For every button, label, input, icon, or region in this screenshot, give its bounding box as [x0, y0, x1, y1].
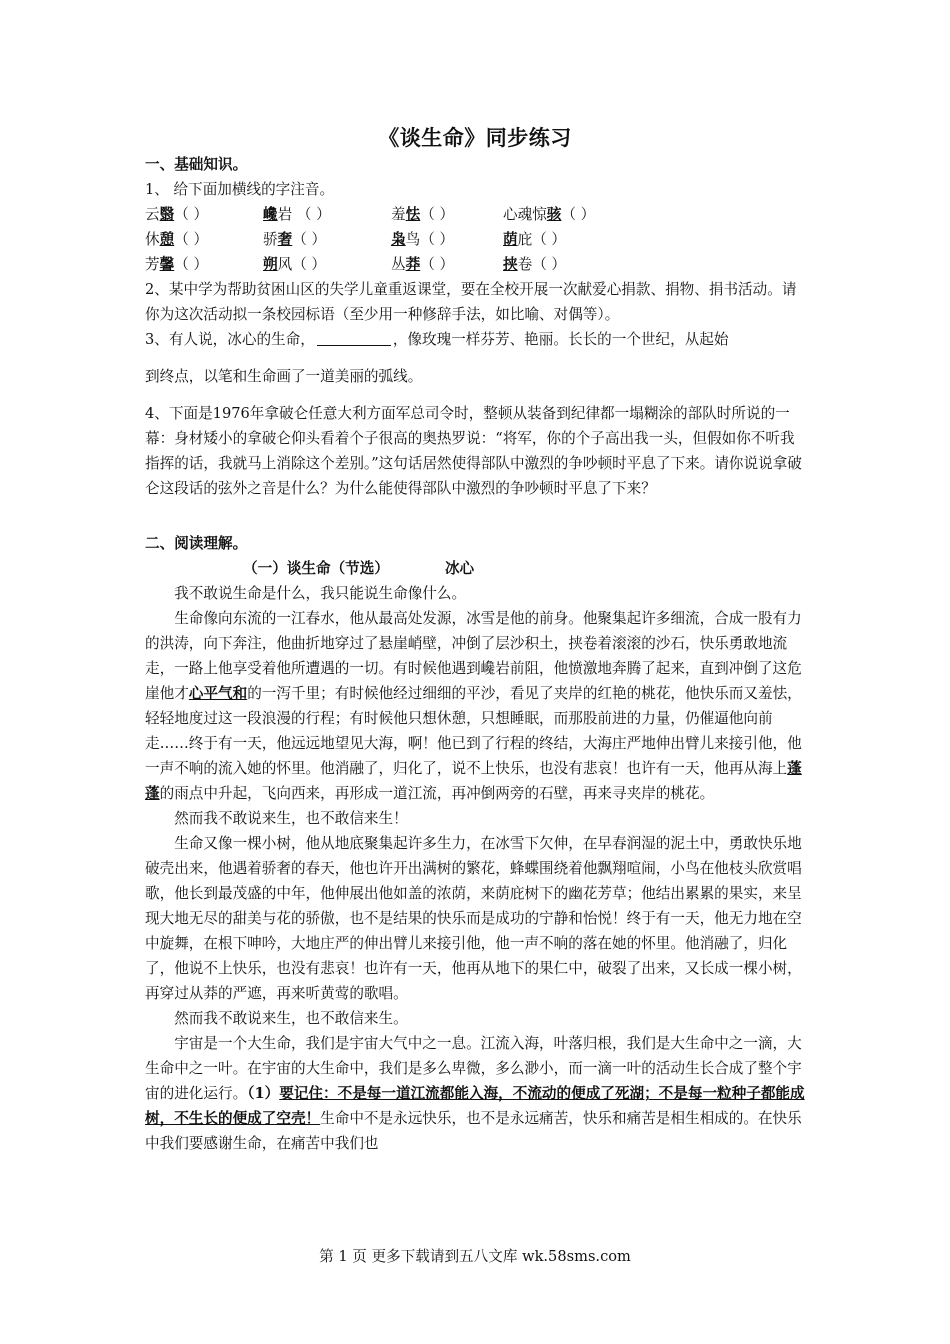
question-3-continued: 到终点，以笔和生命画了一道美丽的弧线。 [145, 368, 423, 385]
pinyin-item: 休憩（ ） [145, 231, 209, 248]
pinyin-item: 骄奢（ ） [263, 231, 327, 248]
page-footer: 第 1 页 更多下载请到五八文库 wk.58sms.com [319, 1248, 631, 1265]
pinyin-item: 羞怯（ ） [391, 206, 455, 223]
passage-paragraph: 然而我不敢说来生，也不敢信来生。 [174, 1010, 408, 1027]
passage-paragraph: 我不敢说生命是什么，我只能说生命像什么。 [174, 585, 467, 602]
pinyin-item: 枭鸟（ ） [391, 231, 455, 248]
passage-paragraph: 宇宙是一个大生命，我们是宇宙大气中之一息。江流入海，叶落归根，我们是大生命中之一滴，大生命中之一叶。在宇宙的大生命中，我们是多么卑微，多么渺小，而一滴一叶的活动生长合成了整个宇宙的进化运行。（1）要记住：不是每一道江流都能入海，不流动的便成了死湖；不是每一粒种子都能成树，不生长的便成了空壳！生命中不是永远快乐，也不是永远痛苦，快乐和痛苦是相生相成的。在快乐中我们要感谢生命，在痛苦中我们也 [145, 1035, 805, 1152]
pinyin-item: 云翳（ ） [145, 206, 209, 223]
pinyin-row-2 [145, 227, 807, 252]
section2-heading: 二、阅读理解。 [145, 535, 248, 552]
pinyin-row-3 [145, 252, 807, 277]
passage-paragraph: 然而我不敢说来生，也不敢信来生！ [174, 810, 408, 827]
pinyin-item: 芳馨（ ） [145, 256, 209, 273]
fill-in-blank[interactable] [317, 329, 391, 346]
passage-paragraph: 生命像向东流的一江春水，他从最高处发源，冰雪是他的前身。他聚集起许多细流，合成一股有力的洪涛，向下奔注，他曲折地穿过了悬崖峭壁，冲倒了层沙积土，挟卷着滚滚的沙石，快乐勇敢地流走，一路上他享受着他所遭遇的一切。有时候他遇到巉岩前阻，他愤激地奔腾了起来，直到冲倒了这危崖他才心平气和的一泻千里；有时候他经过细细的平沙，看见了夹岸的红艳的桃花，他快乐而又羞怯，轻轻地度过这一段浪漫的行程；有时候他只想休憩，只想睡眠，而那股前进的力量，仍催逼他向前走……终于有一天，他远远地望见大海，啊！他已到了行程的终结，大海庄严地伸出臂儿来接引他，他一声不响的流入她的怀里。他消融了，归化了，说不上快乐，也没有悲哀！也许有一天，他再从海上蓬蓬的雨点中升起，飞向西来，再形成一道江流，再冲倒两旁的石壁，再来寻夹岸的桃花。 [145, 610, 802, 802]
pinyin-row-1 [145, 202, 807, 227]
pinyin-item: 丛莽（ ） [391, 256, 455, 273]
page-title: 《谈生命》同步练习 [378, 125, 572, 150]
passage-subtitle: （一）谈生命（节选） 冰心 [243, 560, 475, 577]
document-body [145, 152, 807, 1156]
pinyin-item: 挟卷（ ） [503, 256, 567, 273]
question-2: 2、某中学为帮助贫困山区的失学儿童重返课堂，要在全校开展一次献爱心捐款、捐物、捐书活动。请你为这次活动拟一条校园标语（至少用一种修辞手法，如比喻、对偶等）。 [145, 281, 797, 323]
passage-paragraph: 生命又像一棵小树，他从地底聚集起许多生力，在冰雪下欠伸，在早春润湿的泥土中，勇敢快乐地破壳出来，他遇着骄奢的春天，他也许开出满树的繁花，蜂蝶围绕着他飘翔喧闹，小鸟在他枝头欣赏唱歌，他长到最茂盛的中年，他伸展出他如盖的浓荫，来荫庇树下的幽花芳草；他结出累累的果实，来呈现大地无尽的甜美与花的骄傲，也不是结果的快乐而是成功的宁静和怡悦！终于有一天，他无力地在空中旋舞，在根下呻吟，大地庄严的伸出臂儿来接引他，他一声不响的落在她的怀里。他消融了，归化了，他说不上快乐，也没有悲哀！也许有一天，他再从地下的果仁中，破裂了出来，又长成一棵小树，再穿过从莽的严遮，再来听黄莺的歌唱。 [145, 835, 802, 1002]
question-3: 3、有人说，冰心的生命， ，像玫瑰一样芬芳、艳丽。长长的一个世纪，从起始 [145, 331, 729, 348]
pinyin-item: 心魂惊骇（ ） [503, 206, 596, 223]
question-4: 4、下面是1976年拿破仑任意大利方面军总司令时，整顿从装备到纪律都一塌糊涂的部队时所说的一幕：身材矮小的拿破仑仰头看着个子很高的奥热罗说：“将军，你的个子高出我一头，但假如你不听我指挥的话，我就马上消除这个差别。”这句话居然使得部队中激烈的争吵顿时平息了下来。请你说说拿破仑这段话的弦外之音是什么？为什么能使得部队中激烈的争吵顿时平息了下来？ [145, 405, 802, 497]
pinyin-item: 朔风（ ） [263, 256, 327, 273]
pinyin-item: 巉岩 （ ） [263, 206, 331, 223]
section1-heading: 一、基础知识。 [145, 156, 248, 173]
pinyin-item: 荫庇（ ） [503, 231, 567, 248]
passage-author: 冰心 [444, 560, 475, 577]
q1-prompt: 1、 给下面加横线的字注音。 [145, 181, 335, 198]
